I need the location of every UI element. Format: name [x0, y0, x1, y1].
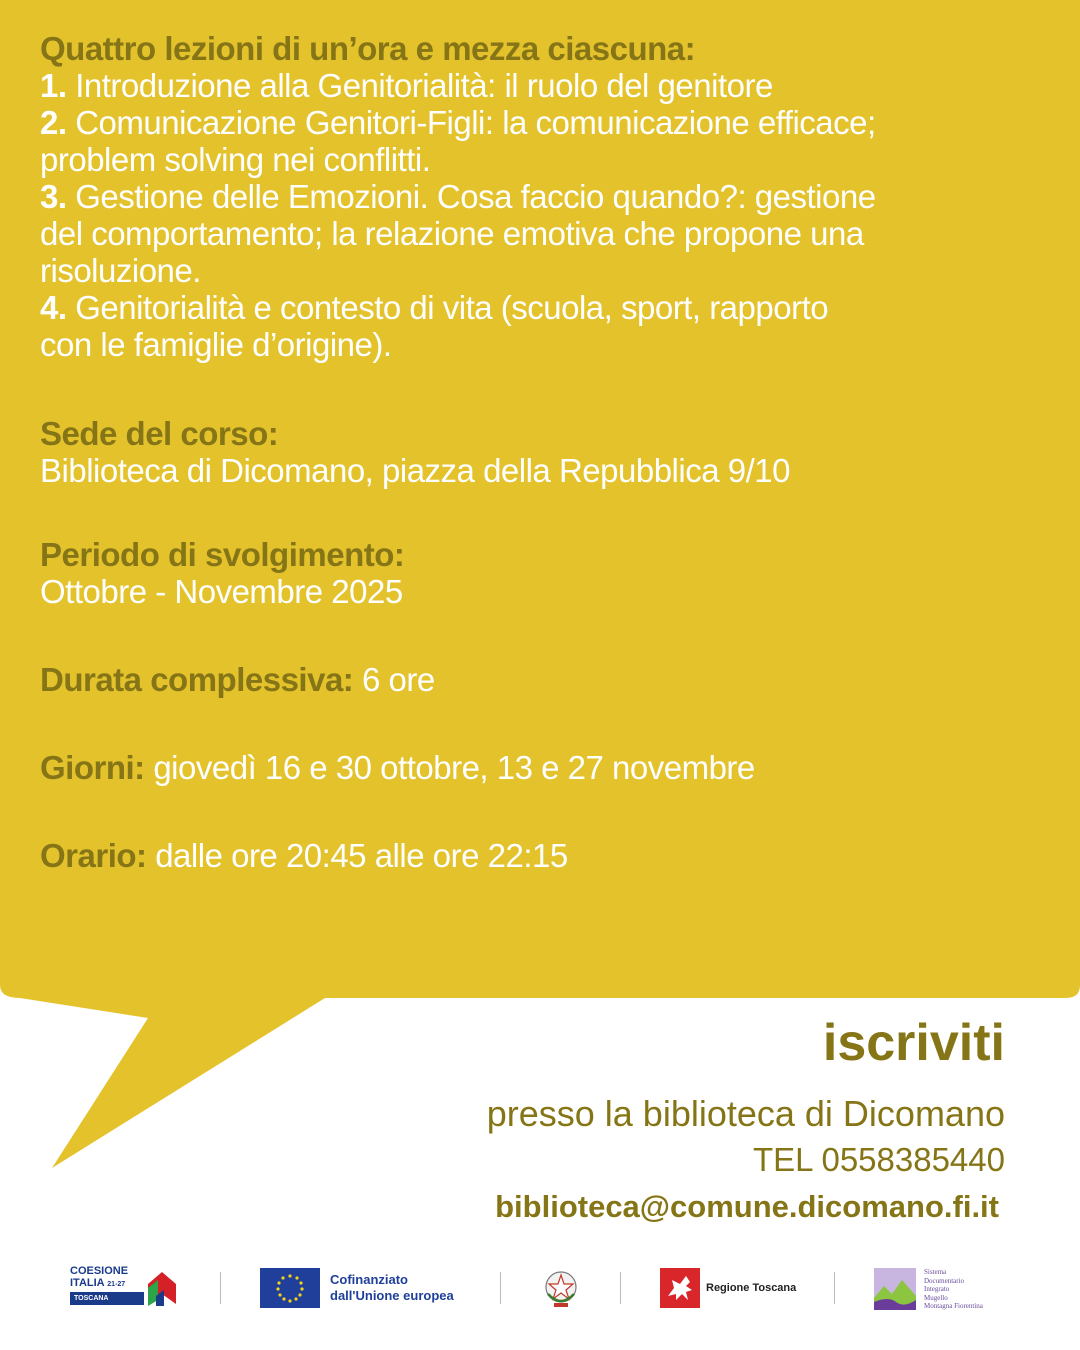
regione-toscana-label: Regione Toscana — [706, 1282, 797, 1294]
eu-label-1: Cofinanziato — [330, 1272, 408, 1287]
lesson-2-cont: problem solving nei conflitti. — [40, 141, 431, 178]
lessons-heading: Quattro lezioni di un’ora e mezza ciascuna: — [40, 30, 696, 67]
period-value: Ottobre - Novembre 2025 — [40, 573, 403, 610]
eu-label-2: dall'Unione europea — [330, 1288, 454, 1303]
coesione-label: COESIONE — [70, 1265, 129, 1277]
regione-toscana-logo — [660, 1268, 796, 1308]
period-label: Periodo di svolgimento: — [40, 536, 405, 573]
coesione-italia-label: ITALIA — [70, 1277, 105, 1289]
sdimm-line-4: Mugello — [924, 1293, 948, 1302]
lesson-3-cont-2: risoluzione. — [40, 252, 201, 289]
eu-flag-icon — [260, 1268, 320, 1308]
days: Giorni: giovedì 16 e 30 ottobre, 13 e 27 novembre — [40, 749, 755, 786]
signup-email[interactable]: biblioteca@comune.dicomano.fi.it — [495, 1189, 999, 1224]
sdimm-line-1: Sistema — [924, 1268, 947, 1276]
coesione-arrows-icon — [142, 1266, 182, 1310]
lesson-1: 1. Introduzione alla Genitorialità: il ruolo del genitore — [40, 67, 773, 104]
coesione-italia-logo — [70, 1266, 182, 1310]
signup-phone[interactable]: TEL 0558385440 — [753, 1141, 1005, 1178]
lesson-3-cont-1: del comportamento; la relazione emotiva che propone una — [40, 215, 864, 252]
eu-cofinanced-logo — [260, 1268, 454, 1308]
sdimm-line-5: Montagna Fiorentina — [924, 1302, 983, 1310]
mountain-icon — [874, 1268, 916, 1310]
pegasus-icon — [660, 1268, 700, 1308]
lesson-3: 3. Gestione delle Emozioni. Cosa faccio quando?: gestione — [40, 178, 876, 215]
italian-republic-emblem — [542, 1268, 580, 1310]
coesione-years: 21-27 — [107, 1281, 126, 1288]
duration: Durata complessiva: 6 ore — [40, 661, 435, 698]
venue-value: Biblioteca di Dicomano, piazza della Repubblica 9/10 — [40, 452, 790, 489]
signup-block — [487, 1010, 1005, 1232]
venue-label: Sede del corso: — [40, 415, 279, 452]
course-details — [40, 30, 1050, 874]
sdimm-logo — [874, 1268, 983, 1311]
sdimm-line-2: Documentario — [924, 1276, 965, 1285]
time: Orario: dalle ore 20:45 alle ore 22:15 — [40, 837, 568, 874]
signup-place: presso la biblioteca di Dicomano — [486, 1093, 1005, 1134]
coesione-region: TOSCANA — [70, 1292, 144, 1305]
lesson-4-cont: con le famiglie d’origine). — [40, 326, 392, 363]
signup-cta: iscriviti — [822, 1014, 1005, 1072]
republic-emblem-icon — [542, 1268, 580, 1310]
lesson-2: 2. Comunicazione Genitori-Figli: la comunicazione efficace; — [40, 104, 876, 141]
lesson-4: 4. Genitorialità e contesto di vita (scuola, sport, rapporto — [40, 289, 829, 326]
sdimm-line-3: Integrato — [924, 1285, 950, 1293]
